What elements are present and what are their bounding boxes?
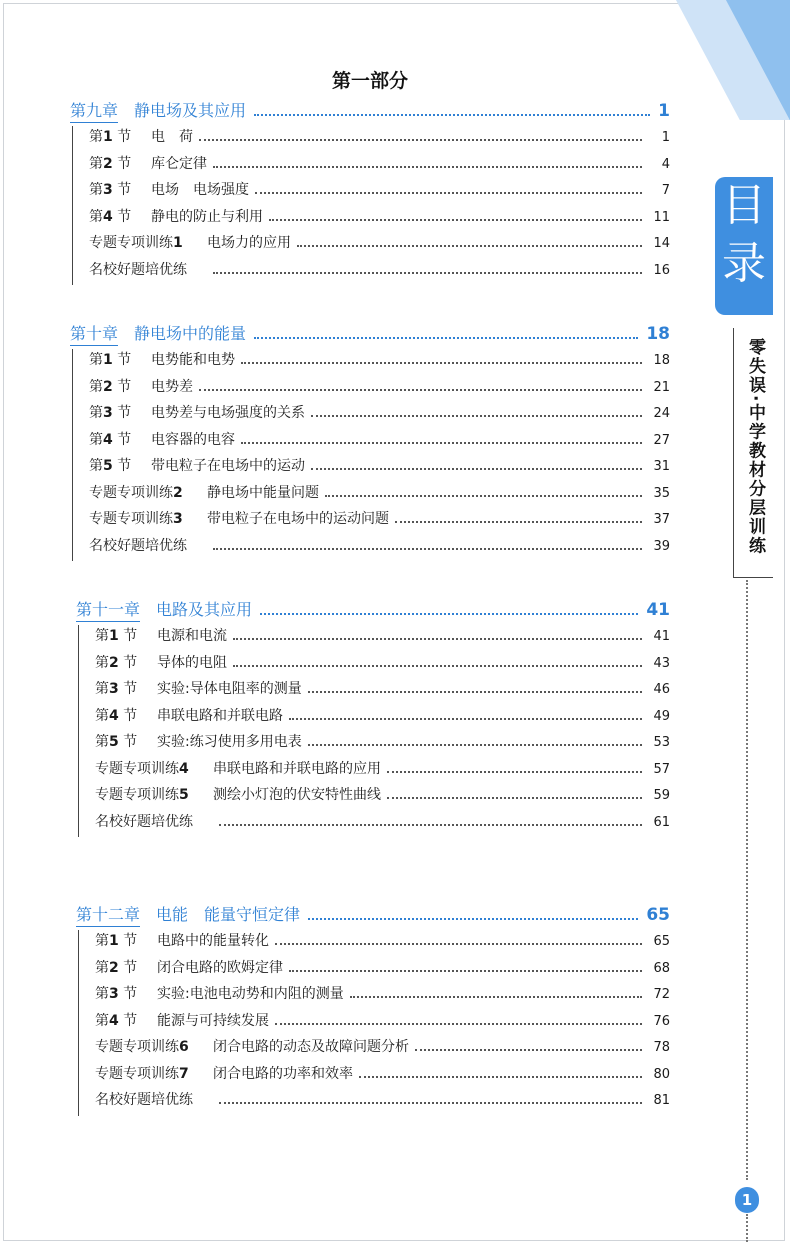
entry-index: 4 xyxy=(103,208,113,225)
entry-page: 24 xyxy=(653,406,670,421)
entry-prefix: 第 xyxy=(89,378,103,395)
entry-title: 电势差与电场强度的关系 xyxy=(151,405,305,421)
entry-prefix: 名校好题培优练 xyxy=(95,1092,193,1108)
dot-leader xyxy=(308,918,638,920)
entry-prefix: 第 xyxy=(95,654,109,671)
toc-entry[interactable] xyxy=(95,1089,670,1116)
dot-leader xyxy=(219,1102,642,1104)
entry-suffix: 节 xyxy=(117,208,132,225)
entry-number xyxy=(95,811,213,831)
toc-entry[interactable] xyxy=(89,508,670,535)
chapter-title: 电路及其应用 xyxy=(156,600,253,619)
entry-index: 4 xyxy=(179,760,189,777)
entry-title: 库仑定律 xyxy=(151,155,207,172)
dot-leader xyxy=(289,718,642,720)
dot-leader xyxy=(308,691,642,693)
entry-index: 2 xyxy=(173,484,183,501)
toc-entry[interactable] xyxy=(89,402,670,429)
dot-leader xyxy=(275,1023,642,1025)
entry-prefix: 第 xyxy=(89,129,103,145)
entry-index: 7 xyxy=(179,1065,189,1082)
entry-page: 81 xyxy=(653,1093,670,1108)
toc-entry[interactable] xyxy=(89,376,670,403)
chapter-section xyxy=(76,902,670,1116)
entry-suffix: 节 xyxy=(117,129,132,145)
entry-suffix: 节 xyxy=(117,155,132,172)
dot-leader xyxy=(241,442,642,444)
entry-number xyxy=(95,1063,213,1083)
entry-prefix: 第 xyxy=(95,734,109,750)
entry-title: 能源与可持续发展 xyxy=(157,1012,269,1029)
entry-page: 78 xyxy=(653,1040,670,1055)
entry-index: 1 xyxy=(103,129,113,145)
entry-title: 带电粒子在电场中的运动 xyxy=(151,458,305,474)
entry-page: 7 xyxy=(661,183,670,198)
entry-page: 72 xyxy=(653,987,670,1002)
entry-title: 实验:电池电动势和内阻的测量 xyxy=(157,986,344,1002)
dot-leader xyxy=(289,970,642,972)
dot-leader xyxy=(350,996,642,998)
chapter-entries xyxy=(78,625,670,837)
entry-prefix: 名校好题培优练 xyxy=(89,261,187,278)
toc-entry[interactable] xyxy=(95,811,670,838)
entry-number xyxy=(89,153,151,173)
entry-number xyxy=(95,983,157,1003)
entry-number xyxy=(95,930,157,950)
entry-suffix: 节 xyxy=(123,959,138,976)
entry-title: 实验:导体电阻率的测量 xyxy=(157,681,302,697)
entry-number xyxy=(89,429,151,449)
entry-prefix: 专题专项训练 xyxy=(95,787,179,803)
entry-page: 4 xyxy=(661,156,670,172)
entry-prefix: 第 xyxy=(89,352,103,368)
entry-number xyxy=(89,402,151,422)
entry-prefix: 第 xyxy=(95,933,109,949)
entry-page: 57 xyxy=(653,761,670,777)
toc-entry[interactable] xyxy=(89,126,670,153)
toc-entry[interactable] xyxy=(95,678,670,705)
entry-title: 电场 电场强度 xyxy=(151,182,249,198)
entry-number xyxy=(95,758,213,778)
toc-entry[interactable] xyxy=(95,957,670,984)
entry-index: 1 xyxy=(109,933,119,949)
toc-entry[interactable] xyxy=(95,1010,670,1037)
chapter-heading[interactable] xyxy=(76,902,670,926)
entry-page: 61 xyxy=(653,814,670,830)
entry-suffix: 节 xyxy=(123,707,138,724)
entry-title: 测绘小灯泡的伏安特性曲线 xyxy=(213,787,381,803)
entry-prefix: 第 xyxy=(95,628,109,644)
entry-suffix: 节 xyxy=(123,1012,138,1029)
entry-prefix: 第 xyxy=(89,431,103,448)
toc-entry[interactable] xyxy=(95,758,670,785)
entry-page: 37 xyxy=(653,512,670,527)
entry-index: 2 xyxy=(103,155,113,172)
entry-prefix: 第 xyxy=(89,405,103,421)
entry-page: 68 xyxy=(653,960,670,976)
entry-number xyxy=(89,206,151,226)
entry-page: 11 xyxy=(653,209,670,225)
entry-number xyxy=(89,455,151,475)
entry-title: 实验:练习使用多用电表 xyxy=(157,734,302,750)
entry-suffix: 节 xyxy=(123,734,138,750)
entry-title: 静电场中能量问题 xyxy=(207,484,319,501)
entry-title: 闭合电路的欧姆定律 xyxy=(157,959,283,976)
chapter-heading[interactable] xyxy=(70,98,670,122)
chapter-title: 静电场及其应用 xyxy=(134,101,247,120)
toc-entry[interactable] xyxy=(95,930,670,957)
dot-leader xyxy=(311,468,642,470)
dot-leader xyxy=(325,495,642,497)
entry-prefix: 名校好题培优练 xyxy=(95,813,193,830)
dot-leader xyxy=(311,415,642,417)
entry-title: 串联电路和并联电路 xyxy=(157,707,283,724)
toc-entry[interactable] xyxy=(95,731,670,758)
toc-entry[interactable] xyxy=(89,482,670,509)
entry-number xyxy=(89,535,207,555)
dot-leader xyxy=(275,943,642,945)
entry-title: 电路中的能量转化 xyxy=(157,933,269,949)
entry-page: 43 xyxy=(653,655,670,671)
dot-leader xyxy=(199,139,642,141)
entry-prefix: 第 xyxy=(89,458,103,474)
dot-leader xyxy=(219,824,642,826)
dot-leader xyxy=(233,638,642,640)
toc-entry[interactable] xyxy=(89,429,670,456)
series-title: 零失误·中学教材分层训练 xyxy=(745,338,765,556)
entry-number xyxy=(95,705,157,725)
entry-page: 18 xyxy=(653,353,670,368)
chapter-page: 1 xyxy=(658,101,670,121)
entry-page: 27 xyxy=(653,432,670,448)
chapter-label: 第十一章 xyxy=(76,597,140,622)
entry-number xyxy=(89,259,207,279)
toc-entry[interactable] xyxy=(95,625,670,652)
entry-suffix: 节 xyxy=(117,352,132,368)
dot-leader xyxy=(213,166,642,168)
chapter-page: 41 xyxy=(646,600,670,620)
entry-index: 3 xyxy=(103,405,113,421)
entry-index: 6 xyxy=(179,1039,189,1055)
entry-page: 59 xyxy=(653,788,670,803)
corner-decoration xyxy=(660,0,790,120)
entry-title: 电势能和电势 xyxy=(151,352,235,368)
entry-suffix: 节 xyxy=(117,431,132,448)
chapter-section xyxy=(70,98,670,285)
entry-title: 串联电路和并联电路的应用 xyxy=(213,760,381,777)
chapter-heading[interactable] xyxy=(70,321,670,345)
chapter-entries xyxy=(72,126,670,285)
toc-entry[interactable] xyxy=(89,259,670,286)
entry-number xyxy=(89,508,207,528)
entry-title: 闭合电路的动态及故障问题分析 xyxy=(213,1039,409,1055)
entry-page: 31 xyxy=(653,459,670,474)
entry-page: 14 xyxy=(653,236,670,251)
entry-number xyxy=(95,957,157,977)
entry-number xyxy=(95,784,213,804)
entry-number xyxy=(95,1036,213,1056)
entry-page: 1 xyxy=(661,130,670,145)
entry-index: 3 xyxy=(173,511,183,527)
entry-page: 21 xyxy=(653,379,670,395)
entry-index: 3 xyxy=(103,182,113,198)
dot-leader xyxy=(297,245,642,247)
chapter-label: 第九章 xyxy=(70,98,118,123)
contents-tab xyxy=(715,177,773,315)
entry-index: 1 xyxy=(103,352,113,368)
side-dotted-line-bottom xyxy=(746,1214,748,1242)
entry-title: 电容器的电容 xyxy=(151,431,235,448)
entry-suffix: 节 xyxy=(117,378,132,395)
entry-index: 4 xyxy=(103,431,113,448)
entry-index: 4 xyxy=(109,707,119,724)
entry-page: 80 xyxy=(653,1066,670,1082)
entry-index: 3 xyxy=(109,986,119,1002)
dot-leader xyxy=(199,389,642,391)
toc-entry[interactable] xyxy=(89,206,670,233)
contents-tab-char-1: 目 xyxy=(722,180,766,231)
entry-prefix: 专题专项训练 xyxy=(95,760,179,777)
toc-entry[interactable] xyxy=(95,652,670,679)
entry-index: 5 xyxy=(179,787,189,803)
entry-page: 65 xyxy=(653,934,670,949)
toc-entry[interactable] xyxy=(95,983,670,1010)
page-number-badge: 1 xyxy=(735,1187,759,1213)
entry-index: 5 xyxy=(103,458,113,474)
entry-prefix: 专题专项训练 xyxy=(89,511,173,527)
entry-page: 16 xyxy=(653,262,670,278)
entry-page: 39 xyxy=(653,538,670,554)
entry-suffix: 节 xyxy=(123,933,138,949)
dot-leader xyxy=(254,337,638,339)
toc-entry[interactable] xyxy=(89,455,670,482)
toc-entry[interactable] xyxy=(89,349,670,376)
side-dotted-line xyxy=(746,580,748,1180)
entry-suffix: 节 xyxy=(123,628,138,644)
entry-suffix: 节 xyxy=(117,182,132,198)
entry-number xyxy=(89,482,207,502)
chapter-heading[interactable] xyxy=(76,597,670,621)
entry-number xyxy=(89,179,151,199)
entry-suffix: 节 xyxy=(117,458,132,474)
entry-index: 1 xyxy=(173,235,183,251)
entry-number xyxy=(95,652,157,672)
entry-prefix: 专题专项训练 xyxy=(89,235,173,251)
entry-number xyxy=(95,678,157,698)
chapter-section xyxy=(70,321,670,561)
dot-leader xyxy=(233,665,642,667)
chapter-title: 电能 能量守恒定律 xyxy=(156,905,301,924)
entry-title: 电 荷 xyxy=(151,129,193,145)
entry-index: 2 xyxy=(109,654,119,671)
entry-number xyxy=(95,1089,213,1109)
entry-page: 49 xyxy=(653,708,670,724)
entry-title: 电源和电流 xyxy=(157,628,227,644)
contents-tab-char-2: 录 xyxy=(722,238,766,289)
chapter-page: 18 xyxy=(646,324,670,344)
entry-prefix: 第 xyxy=(95,681,109,697)
dot-leader xyxy=(269,219,642,221)
entry-title: 静电的防止与利用 xyxy=(151,208,263,225)
entry-index: 5 xyxy=(109,734,119,750)
entry-number xyxy=(95,625,157,645)
entry-number xyxy=(89,349,151,369)
entry-title: 闭合电路的功率和效率 xyxy=(213,1065,353,1082)
entry-prefix: 第 xyxy=(89,208,103,225)
dot-leader xyxy=(415,1049,642,1051)
dot-leader xyxy=(359,1076,642,1078)
entry-index: 3 xyxy=(109,681,119,697)
entry-suffix: 节 xyxy=(123,681,138,697)
entry-prefix: 专题专项训练 xyxy=(89,484,173,501)
dot-leader xyxy=(254,114,650,116)
entry-index: 2 xyxy=(103,378,113,395)
entry-suffix: 节 xyxy=(123,654,138,671)
toc-entry[interactable] xyxy=(89,535,670,562)
dot-leader xyxy=(260,613,638,615)
dot-leader xyxy=(241,362,642,364)
entry-page: 35 xyxy=(653,485,670,501)
dot-leader xyxy=(255,192,642,194)
entry-index: 4 xyxy=(109,1012,119,1029)
entry-prefix: 名校好题培优练 xyxy=(89,537,187,554)
entry-page: 41 xyxy=(653,629,670,644)
entry-index: 1 xyxy=(109,628,119,644)
entry-page: 76 xyxy=(653,1013,670,1029)
toc-entry[interactable] xyxy=(89,179,670,206)
entry-number xyxy=(95,731,157,751)
entry-prefix: 第 xyxy=(95,707,109,724)
chapter-title: 静电场中的能量 xyxy=(134,324,247,343)
entry-prefix: 第 xyxy=(95,986,109,1002)
chapter-entries xyxy=(78,930,670,1116)
entry-suffix: 节 xyxy=(117,405,132,421)
entry-title: 导体的电阻 xyxy=(157,654,227,671)
toc-entry[interactable] xyxy=(95,1036,670,1063)
entry-suffix: 节 xyxy=(123,986,138,1002)
toc-entry[interactable] xyxy=(95,1063,670,1090)
entry-page: 46 xyxy=(653,682,670,697)
entry-prefix: 第 xyxy=(89,155,103,172)
entry-title: 电势差 xyxy=(151,378,193,395)
toc-entry[interactable] xyxy=(89,232,670,259)
dot-leader xyxy=(213,548,642,550)
entry-title: 电场力的应用 xyxy=(207,235,291,251)
chapter-label: 第十章 xyxy=(70,321,118,346)
entry-prefix: 第 xyxy=(95,1012,109,1029)
chapter-page: 65 xyxy=(646,905,670,925)
toc-entry[interactable] xyxy=(95,705,670,732)
entry-number xyxy=(89,126,151,146)
dot-leader xyxy=(387,771,642,773)
entry-prefix: 专题专项训练 xyxy=(95,1065,179,1082)
dot-leader xyxy=(387,797,642,799)
chapter-entries xyxy=(72,349,670,561)
entry-index: 2 xyxy=(109,959,119,976)
entry-number xyxy=(89,232,207,252)
entry-title: 带电粒子在电场中的运动问题 xyxy=(207,511,389,527)
chapter-label: 第十二章 xyxy=(76,902,140,927)
toc-entry[interactable] xyxy=(95,784,670,811)
dot-leader xyxy=(395,521,642,523)
entry-prefix: 第 xyxy=(89,182,103,198)
entry-number xyxy=(95,1010,157,1030)
entry-page: 53 xyxy=(653,735,670,750)
dot-leader xyxy=(213,272,642,274)
entry-prefix: 第 xyxy=(95,959,109,976)
dot-leader xyxy=(308,744,642,746)
chapter-section xyxy=(76,597,670,837)
toc-entry[interactable] xyxy=(89,153,670,180)
entry-prefix: 专题专项训练 xyxy=(95,1039,179,1055)
entry-number xyxy=(89,376,151,396)
part-title: 第一部分 xyxy=(331,70,408,92)
